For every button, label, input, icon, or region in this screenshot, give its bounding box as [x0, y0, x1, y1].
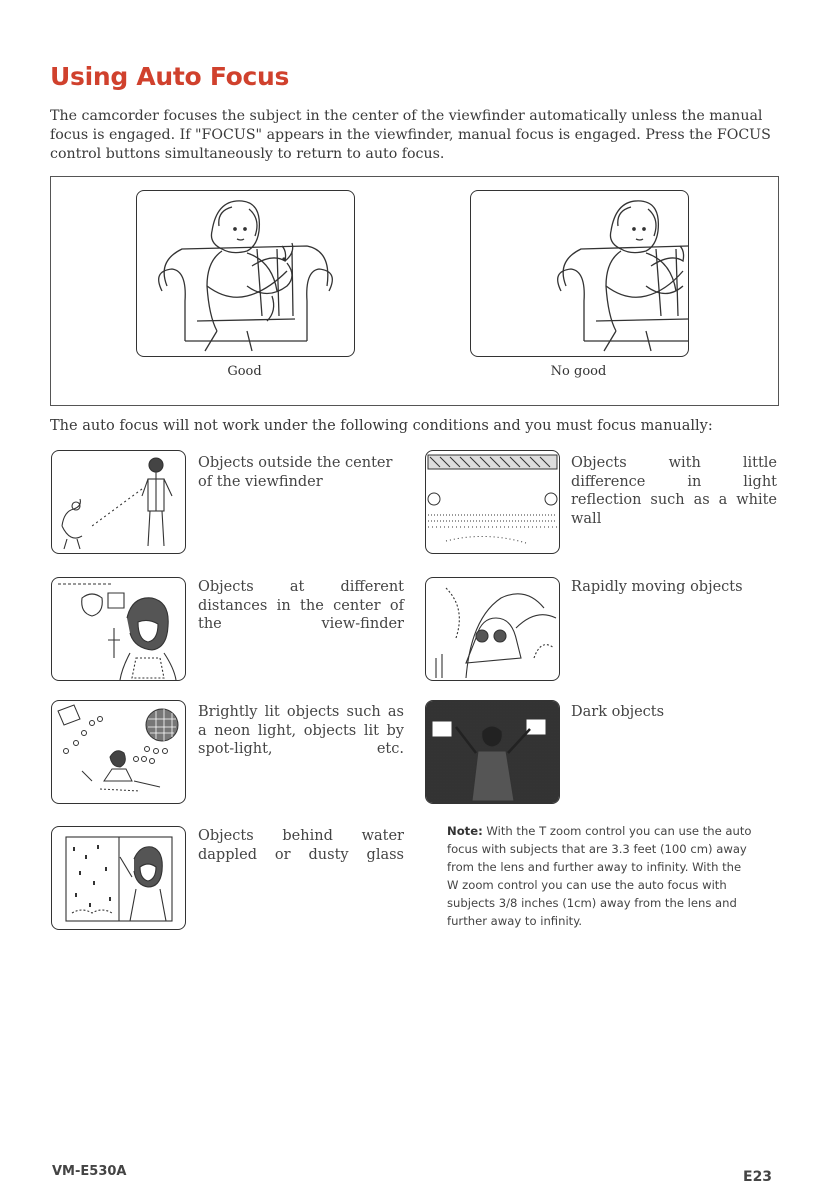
condition-different-distances: Objects at different distances in the center of the view-finder [198, 579, 404, 632]
condition-dappled-glass: Objects behind water dappled or dusty glass [198, 828, 404, 863]
good-caption: Good [227, 364, 262, 379]
condition-bright-lights: Brightly lit objects such as a neon light, objects lit by spot-light, etc. [198, 704, 404, 757]
moving-objects-illustration [425, 577, 560, 681]
note-label: Note: [447, 824, 483, 838]
condition-moving-objects: Rapidly moving objects [571, 579, 743, 595]
white-wall-illustration [425, 450, 560, 554]
page-title: Using Auto Focus [50, 62, 290, 91]
page-number: E23 [743, 1169, 773, 1185]
dark-objects-illustration [425, 700, 560, 804]
good-example-illustration [136, 190, 355, 357]
condition-dark-objects: Dark objects [571, 704, 665, 720]
conditions-intro: The auto focus will not work under the following conditions and you must focus manually: [50, 418, 713, 434]
note-block [447, 822, 755, 930]
condition-outside-center: Objects outside the center of the viewfinder [198, 455, 393, 490]
note-text: With the T zoom control you can use the auto focus with subjects that are 3.3 feet (100 cm) away from the lens and further away to infinity. With the W zoom control you can use the auto focus with subjects 3/8 inches (1cm) away from the lens and further away to infinity. [447, 824, 752, 928]
no-good-caption: No good [550, 364, 607, 379]
intro-paragraph: The camcorder focuses the subject in the center of the viewfinder automatically unless the manual focus is engaged. If "FOCUS" appears in the viewfinder, manual focus is engaged. Press the FOCUS control buttons simultaneously to return to auto focus. [50, 108, 771, 162]
different-distances-illustration [51, 577, 186, 681]
outside-center-illustration [51, 450, 186, 554]
no-good-example-illustration [470, 190, 689, 357]
dappled-glass-illustration [51, 826, 186, 930]
bright-lights-illustration [51, 700, 186, 804]
condition-white-wall: Objects with little difference in light reflection such as a white wall [571, 455, 777, 527]
model-number: VM-E530A [52, 1164, 127, 1179]
